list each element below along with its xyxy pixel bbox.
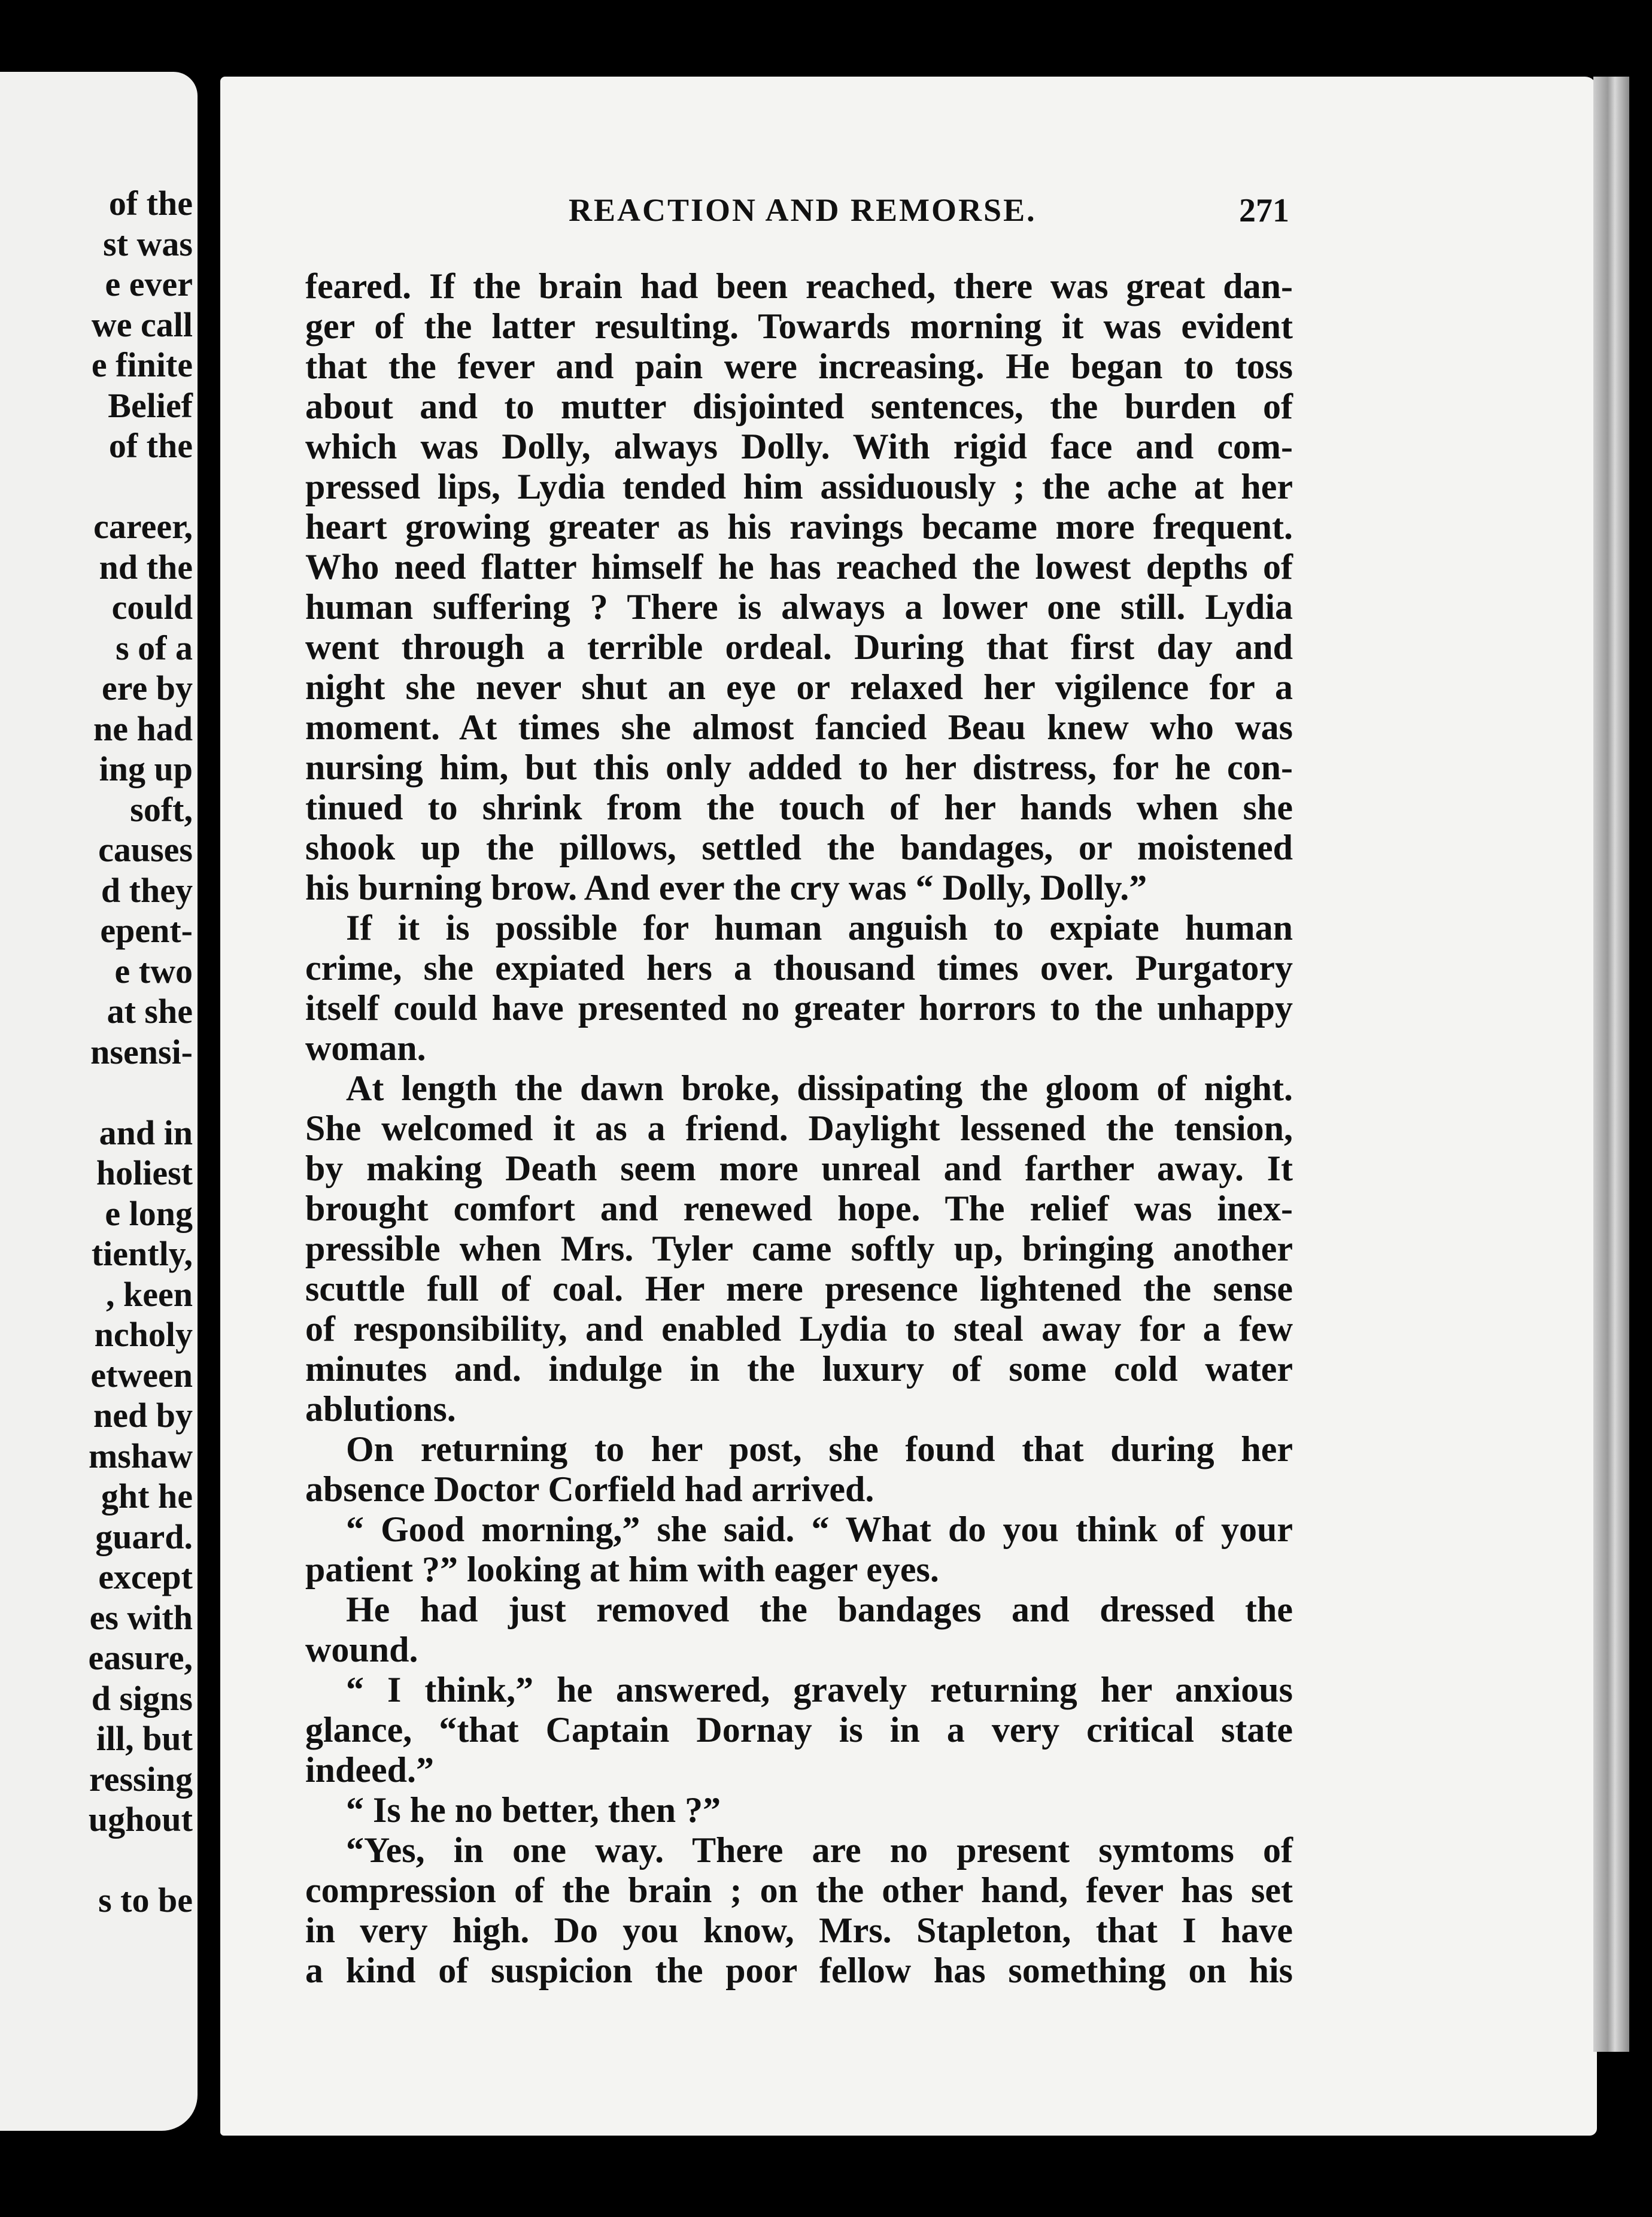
facing-page-line: ne had [93,709,193,748]
text-line: glance, “that Captain Dornay is in a very critical state [305,1710,1293,1750]
facing-page-line: ughout [88,1800,193,1839]
facing-page-line: we call [91,305,193,344]
facing-page-line: and in [99,1113,193,1152]
facing-page-line: career, [93,507,193,546]
text-line: compression of the brain ; on the other hand, fever has set [305,1870,1293,1910]
text-line: “ I think,” he answered, gravely returning her anxious [346,1670,1293,1709]
text-line: pressed lips, Lydia tended him assiduously ; the ache at her [305,467,1293,506]
paragraph [305,1510,1293,1590]
paragraph [305,1429,1293,1510]
text-line: “ Is he no better, then ?” [346,1790,721,1830]
text-line: of responsibility, and enabled Lydia to steal away for a few [305,1309,1293,1349]
text-line: nursing him, but this only added to her distress, for he con- [305,748,1293,787]
facing-page-line: nd the [99,547,193,587]
text-line: by making Death seem more unreal and farther away. It [305,1149,1293,1188]
facing-page-line: holiest [96,1153,193,1192]
facing-page-line: e ever [105,265,193,303]
page-number: 271 [1239,192,1289,229]
facing-page-line: Belief [108,385,193,425]
text-line: brought comfort and renewed hope. The relief was inex- [305,1189,1293,1228]
text-line: He had just removed the bandages and dressed the [346,1590,1293,1629]
facing-page-line: ere by [102,669,193,707]
facing-page-line: ing up [99,749,193,788]
facing-page-line: could [111,588,193,627]
text-line: If it is possible for human anguish to expiate human [346,908,1293,947]
facing-page-line: at she [107,992,193,1031]
facing-page-line: except [98,1557,193,1596]
text-line: itself could have presented no greater horrors to the unhappy [305,988,1293,1028]
text-line: minutes and. indulge in the luxury of some cold water [305,1349,1293,1389]
text-line: absence Doctor Corfield had arrived. [305,1469,874,1509]
text-line: his burning brow. And ever the cry was “ Dolly, Dolly.” [305,868,1147,907]
paragraph [305,1790,1293,1830]
text-line: a kind of suspicion the poor fellow has something on his [305,1951,1293,1990]
text-line: She welcomed it as a friend. Daylight lessened the tension, [305,1108,1293,1148]
facing-page-line: easure, [88,1638,193,1677]
body-text [305,266,1293,1991]
paragraph [305,266,1293,908]
text-line: Who need flatter himself he has reached the lowest depths of [305,547,1293,587]
facing-page-line: tiently, [91,1234,193,1273]
facing-page-line: causes [98,830,193,869]
text-line: “ Good morning,” she said. “ What do you think of your [346,1510,1293,1549]
text-line: At length the dawn broke, dissipating the gloom of night. [346,1068,1293,1108]
page-edges [1593,77,1629,2052]
facing-page-line: nsensi- [90,1032,193,1071]
text-line: tinued to shrink from the touch of her hands when she [305,788,1293,827]
facing-page-line: soft, [130,789,193,829]
facing-page-line: guard. [95,1517,193,1556]
text-line: feared. If the brain had been reached, there was great dan- [305,266,1293,306]
facing-page-line: es with [89,1598,193,1637]
facing-page-line: epent- [100,911,193,950]
facing-page-line: ned by [93,1396,193,1435]
text-line: in very high. Do you know, Mrs. Stapleton, that I have [305,1911,1293,1950]
paragraph [305,1830,1293,1991]
text-line: On returning to her post, she found that during her [346,1429,1293,1469]
paragraph [305,1590,1293,1670]
text-line: heart growing greater as his ravings became more frequent. [305,507,1293,546]
text-line: woman. [305,1028,426,1068]
text-line: “Yes, in one way. There are no present symtoms of [346,1830,1293,1870]
running-head: REACTION AND REMORSE. [569,192,1037,228]
facing-page-line: d they [101,870,193,910]
text-line: shook up the pillows, settled the bandages, or moistened [305,828,1293,867]
facing-page-line: of the [108,426,193,465]
text-line: moment. At times she almost fancied Beau knew who was [305,707,1293,747]
text-line: crime, she expiated hers a thousand times over. Purgatory [305,948,1293,988]
facing-page-line: s to be [98,1881,193,1920]
facing-page-line: d signs [91,1678,193,1718]
text-line: patient ?” looking at him with eager eyes. [305,1550,939,1589]
text-line: that the fever and pain were increasing. He began to toss [305,347,1293,386]
facing-page-line: , keen [106,1274,193,1314]
text-line: pressible when Mrs. Tyler came softly up, bringing another [305,1229,1293,1268]
text-line: ger of the latter resulting. Towards morning it was evident [305,306,1293,346]
paragraph [305,1670,1293,1790]
facing-page-line: st was [103,224,193,263]
facing-page-line: ght he [101,1477,193,1516]
text-line: human suffering ? There is always a lower one still. Lydia [305,587,1293,627]
facing-page-line: s of a [116,628,193,667]
facing-page-fragment [0,72,198,2131]
text-line: indeed.” [305,1750,435,1790]
facing-page-line: ncholy [94,1315,193,1354]
text-line: scuttle full of coal. Her mere presence lightened the sense [305,1269,1293,1308]
facing-page-line: etween [90,1355,193,1395]
book-gutter [198,72,221,2143]
facing-page-line: ressing [89,1759,193,1799]
facing-page-line: e finite [91,345,193,384]
facing-page-line: ill, but [96,1719,193,1758]
text-line: night she never shut an eye or relaxed her vigilence for a [305,667,1293,707]
facing-page-line: e two [114,951,193,991]
paragraph [305,1068,1293,1429]
facing-page-line: of the [108,184,193,223]
text-line: about and to mutter disjointed sentences, the burden of [305,387,1293,426]
text-line: which was Dolly, always Dolly. With rigid face and com- [305,427,1293,466]
text-line: went through a terrible ordeal. During that first day and [305,627,1293,667]
facing-page-line: mshaw [88,1436,193,1475]
paragraph [305,908,1293,1068]
text-line: wound. [305,1630,418,1669]
facing-page-line: e long [105,1193,193,1233]
text-line: ablutions. [305,1389,456,1429]
